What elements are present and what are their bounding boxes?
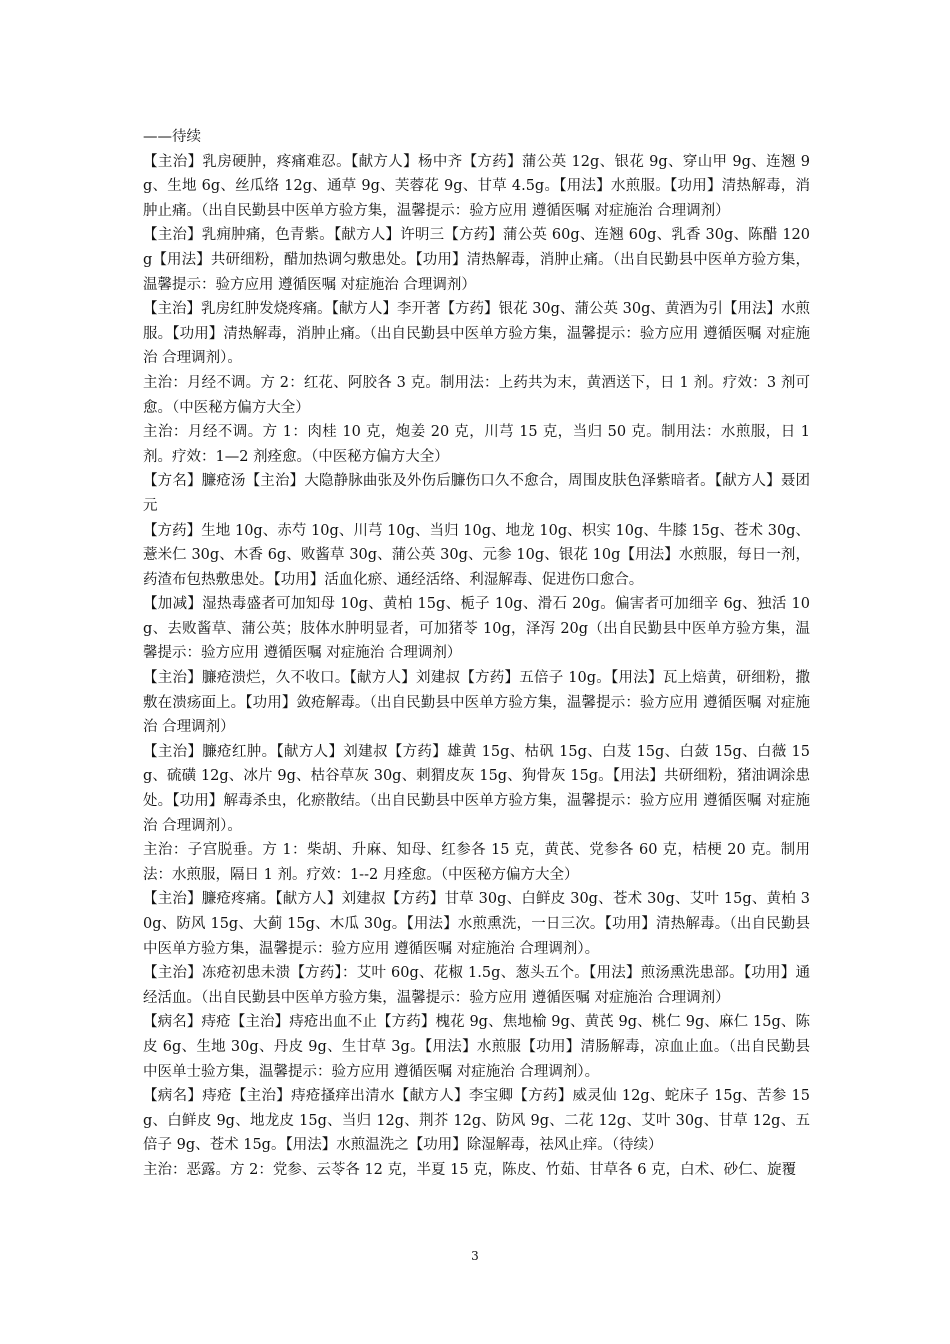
paragraph-hemorrhoid-bleeding: 【病名】痔疮【主治】痔疮出血不止【方药】槐花 9g、焦地榆 9g、黄芪 9g、桃仁 9g、麻仁 15g、陈皮 6g、生地 30g、丹皮 9g、生甘草 3g。【用法】水煎服【功用】清肠解毒，凉血止血。（出自民勤县中医单士验方集，温馨提示：验方应用 遵循医嘱 对症施治 合理调剂）。: [143, 1014, 810, 1080]
paragraph-mastitis-bruise: 【主治】乳痈肿痛，色青紫。【献方人】许明三【方药】蒲公英 60g、连翘 60g、乳香 30g、陈醋 120g【用法】共研细粉，醋加热调匀敷患处。【功用】清热解毒，消肿止痛。（出自民勤县中医单方验方集，温馨提示：验方应用 遵循医嘱 对症施治 合理调剂）: [143, 227, 810, 293]
paragraph-leg-ulcer-festering: 【主治】臁疮溃烂，久不收口。【献方人】刘建叔【方药】五倍子 10g。【用法】瓦上焙黄，研细粉，撒敷在溃疡面上。【功用】敛疮解毒。（出自民勤县中医单方验方集，温馨提示：验方应用 遵循医嘱 对症施治 合理调剂）: [143, 670, 810, 736]
paragraph-menstrual-recipe-2: 主治：月经不调。方 2：红花、阿胶各 3 克。制用法：上药共为末，黄酒送下，日 1 剂。疗效：3 剂可愈。（中医秘方偏方大全）: [143, 374, 810, 416]
paragraph-breast-hard-swelling: 【主治】乳房硬肿，疼痛难忍。【献方人】杨中齐【方药】蒲公英 12g、银花 9g、穿山甲 9g、连翘 9g、生地 6g、丝瓜络 12g、通草 9g、芙蓉花 9g、甘草 4.5g。【用法】水煎服。【功用】清热解毒，消肿止痛。（出自民勤县中医单方验方集，温馨提示：验方应用 遵循医嘱 对症施治 合理调剂）: [143, 153, 810, 219]
page-number: 3: [471, 1249, 479, 1263]
document-body: [143, 125, 810, 1183]
paragraph-uterine-prolapse: 主治：子宫脱垂。方 1：柴胡、升麻、知母、红参各 15 克，黄芪、党参各 60 克，桔梗 20 克。制用法：水煎服，隔日 1 剂。疗效：1--2 月痊愈。（中医秘方偏方大全）: [143, 842, 810, 883]
paragraph-leg-ulcer-pain: 【主治】臁疮疼痛。【献方人】刘建叔【方药】甘草 30g、白鲜皮 30g、苍术 30g、艾叶 15g、黄柏 30g、防风 15g、大蓟 15g、木瓜 30g。【用法】水煎熏洗，一日三次。【功用】清热解毒。（出自民勤县中医单方验方集，温馨提示：验方应用 遵循医嘱 对症施治 合理调剂）。: [143, 891, 810, 957]
paragraph-frostbite: 【主治】冻疮初患未溃【方药】：艾叶 60g、花椒 1.5g、葱头五个。【用法】煎汤熏洗患部。【功用】通经活血。（出自民勤县中医单方验方集，温馨提示：验方应用 遵循医嘱 对症施治 合理调剂）: [143, 965, 810, 1006]
paragraph-menstrual-recipe-1: 主治：月经不调。方 1：肉桂 10 克，炮姜 20 克，川芎 15 克，当归 50 克。制用法：水煎服，日 1 剂。疗效：1—2 剂痊愈。（中医秘方偏方大全）: [143, 424, 810, 465]
paragraph-hemorrhoid-itching: 【病名】痔疮【主治】痔疮搔痒出清水【献方人】李宝卿【方药】威灵仙 12g、蛇床子 15g、苦参 15g、白鲜皮 9g、地龙皮 15g、当归 12g、荆芥 12g、防风 9g、二花 12g、艾叶 30g、甘草 12g、五倍子 9g、苍术 15g。【用法】水煎温洗之【功用】除湿解毒，祛风止痒。（待续）: [143, 1088, 810, 1154]
paragraph-lochia-recipe-2: 主治：恶露。方 2：党参、云苓各 12 克，半夏 15 克，陈皮、竹茹、甘草各 6 克，白术、砂仁、旋覆: [143, 1161, 797, 1178]
paragraph-continued-marker: ——待续: [143, 129, 201, 145]
paragraph-leg-ulcer-formula-name: 【方名】臁疮汤【主治】大隐静脉曲张及外伤后臁伤口久不愈合，周围皮肤色泽紫暗者。【献方人】聂团元: [143, 473, 810, 514]
paragraph-leg-ulcer-modifications: 【加减】湿热毒盛者可加知母 10g、黄柏 15g、栀子 10g、滑石 20g。偏害者可加细辛 6g、独活 10g、去败酱草、蒲公英；肢体水肿明显者，可加猪苓 10g，泽泻 20g（出自民勤县中医单方验方集，温馨提示：验方应用 遵循医嘱 对症施治 合理调剂）: [143, 596, 810, 662]
paragraph-leg-ulcer-red-swelling: 【主治】臁疮红肿。【献方人】刘建叔【方药】雄黄 15g、枯矾 15g、白芨 15g、白蔹 15g、白薇 15g、硫磺 12g、冰片 9g、枯谷草灰 30g、刺猬皮灰 15g、狗骨灰 15g。【用法】共研细粉，猪油调涂患处。【功用】解毒杀虫，化瘀散结。（出自民勤县中医单方验方集，温馨提示：验方应用 遵循医嘱 对症施治 合理调剂）。: [143, 743, 810, 834]
paragraph-leg-ulcer-formula-herbs: 【方药】生地 10g、赤芍 10g、川芎 10g、当归 10g、地龙 10g、枳实 10g、牛膝 15g、苍术 30g、薏米仁 30g、木香 6g、败酱草 30g、蒲公英 30g、元参 10g、银花 10g【用法】水煎服，每日一剂，药渣布包热敷患处。【功用】活血化瘀、通经活络、利湿解毒、促进伤口愈合。: [143, 522, 810, 588]
paragraph-breast-red-swelling: 【主治】乳房红肿发烧疼痛。【献方人】李开著【方药】银花 30g、蒲公英 30g、黄酒为引【用法】水煎服。【功用】清热解毒，消肿止痛。（出自民勤县中医单方验方集，温馨提示：验方应用 遵循医嘱 对症施治 合理调剂）。: [143, 301, 810, 367]
